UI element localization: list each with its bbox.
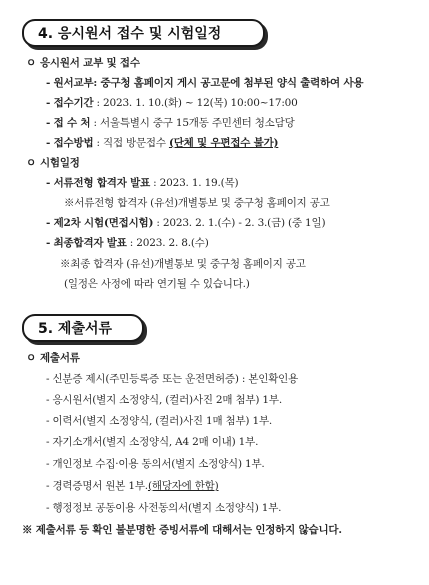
interview-line [46,217,325,230]
circle-bullet-icon: ㅇ [26,157,36,169]
final-label: - 최종합격자 발표 [46,237,127,249]
issue-label: - 원서교부 [46,77,94,89]
period-line [46,97,298,110]
career-note: (해당자에 한함) [147,480,219,492]
final-note-2: (일정은 사정에 따라 연기될 수 있습니다.) [64,278,250,290]
section-5-title: 5. 제출서류 [38,321,113,337]
place-line [46,117,295,130]
list-item: - 개인정보 수집·이용 동의서(별지 소정양식) 1부. [46,458,265,470]
doc-pass-text: : 2023. 1. 19.(목) [150,177,239,189]
doc-pass-note: ※서류전형 합격자 (유선)개별통보 및 중구청 홈페이지 공고 [64,197,330,209]
issue-line [46,77,363,90]
issue-text: : 중구청 홈페이지 게시 공고문에 첨부된 양식 출력하여 사용 [93,77,364,89]
section-4-title: 4. 응시원서 접수 및 시험일정 [38,26,222,42]
method-label: - 접수방법 [46,137,94,149]
final-line [46,237,209,250]
section-5-heading [22,314,144,342]
method-note: (단체 및 우편접수 불가) [168,137,279,149]
list-item: - 행정정보 공동이용 사전동의서(별지 소정양식) 1부. [46,502,282,514]
circle-bullet-icon: ㅇ [26,352,36,364]
schedule-heading: 시험일정 [39,157,80,169]
interview-text: : 2023. 2. 1.(수) - 2. 3.(금) (중 1일) [153,217,326,229]
place-label: - 접 수 처 [46,117,91,129]
list-item: - 자기소개서(별지 소정양식, A4 2매 이내) 1부. [46,436,259,448]
interview-label: - 제2차 시험(면접시험) [46,217,154,229]
list-item: - 신분증 제시(주민등록증 또는 운전면허증) : 본인확인용 [46,373,299,385]
doc-pass-line [46,177,238,190]
period-text: : 2023. 1. 10.(화) ~ 12(목) 10:00~17:00 [93,97,298,109]
list-item: - 응시원서(별지 소정양식, (컬러)사진 2매 첨부) 1부. [46,394,282,406]
method-line [46,137,278,150]
footer-note: ※ 제출서류 등 확인 불분명한 증빙서류에 대해서는 인정하지 않습니다. [22,524,342,536]
docs-heading: 제출서류 [39,352,80,364]
receipt-heading-line [26,57,140,70]
career-prefix: - 경력증명서 원본 1부. [46,480,148,492]
section-4-heading [22,19,265,47]
circle-bullet-icon: ㅇ [26,57,36,69]
final-text: : 2023. 2. 8.(수) [126,237,209,249]
period-label: - 접수기간 [46,97,94,109]
list-item: - 이력서(별지 소정양식, (컬러)사진 1매 첨부) 1부. [46,415,273,427]
place-text: : 서울특별시 중구 15개동 주민센터 청소담당 [90,117,295,129]
final-note-1: ※최종 합격자 (유선)개별통보 및 중구청 홈페이지 공고 [60,258,306,270]
docs-heading-line [26,352,80,365]
doc-pass-label: - 서류전형 합격자 발표 [46,177,151,189]
career-line [46,480,219,493]
receipt-heading: 응시원서 교부 및 접수 [39,57,140,69]
schedule-heading-line [26,157,80,170]
method-text: : 직접 방문접수 [93,137,169,149]
